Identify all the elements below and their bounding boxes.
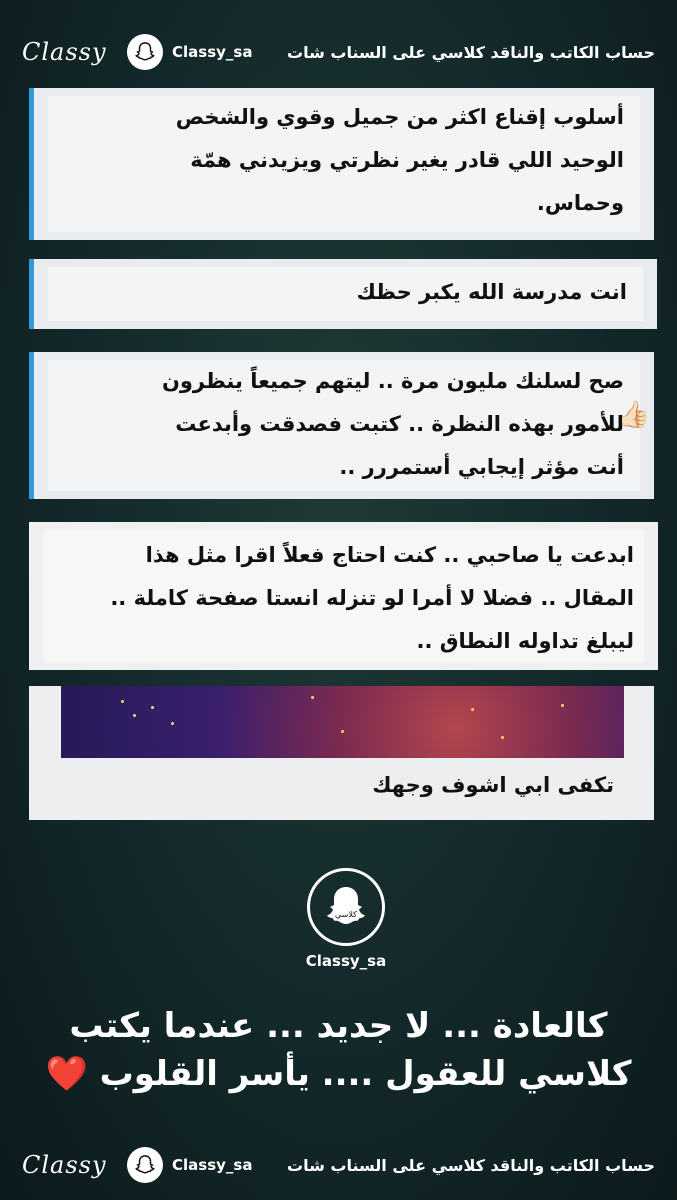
comment-line: انت مدرسة الله يكبر حظك	[356, 280, 627, 304]
header-bar	[0, 24, 677, 80]
comment-card	[29, 259, 657, 329]
thumbs-up-icon: 👍🏻	[617, 400, 650, 430]
comment-line: للأمور بهذه النظرة .. كتبت فصدقت وأبدعت	[175, 412, 624, 436]
heart-icon: ❤️	[45, 1054, 88, 1094]
comment-text	[54, 360, 624, 489]
center-handle: Classy_sa	[305, 952, 387, 970]
comment-line: تكفى ابي اشوف وجهك	[372, 773, 614, 797]
footer-bar	[0, 1137, 677, 1193]
comment-line: صح لسلنك مليون مرة .. ليتهم جميعاً ينظرون	[161, 369, 624, 393]
comment-line: أسلوب إقناع اكثر من جميل وقوي والشخص	[175, 105, 624, 129]
comment-line: ابدعت يا صاحبي .. كنت احتاج فعلاً اقرا مثل هذا	[145, 543, 634, 567]
brand-logo: Classy	[22, 1151, 107, 1179]
comment-line: وحماس.	[536, 191, 624, 215]
comment-card	[29, 522, 658, 670]
comment-text	[49, 534, 634, 663]
snapchat-ghost-icon	[322, 883, 370, 931]
comment-text	[54, 271, 627, 314]
account-description: حساب الكاتب والناقد كلاسي على السناب شات	[287, 1155, 655, 1175]
caption-line-2-text: كلاسي للعقول .... يأسر القلوب	[99, 1054, 632, 1094]
comment-line: الوحيد اللي قادر يغير نظرتي ويزيدني همّة	[190, 148, 624, 172]
comment-text	[49, 764, 614, 807]
brand-logo: Classy	[22, 38, 107, 66]
account-handle: Classy_sa	[172, 1156, 253, 1174]
comment-line: أنت مؤثر إيجابي أستمررر ..	[339, 455, 624, 479]
snapchat-logo[interactable]	[307, 868, 385, 946]
account-handle: Classy_sa	[172, 43, 253, 61]
snapchat-ghost-icon	[127, 34, 163, 70]
fireworks-image	[61, 686, 624, 758]
logo-label: كلاسي	[335, 910, 357, 919]
comment-card	[29, 352, 654, 499]
comment-card	[29, 88, 654, 240]
comment-line: ليبلغ تداوله النطاق ..	[416, 629, 634, 653]
account-description: حساب الكاتب والناقد كلاسي على السناب شات	[287, 42, 655, 62]
comment-card	[29, 686, 654, 820]
comment-line: المقال .. فضلا لا أمرا لو تنزله انستا صفحة كاملة ..	[110, 586, 634, 610]
caption-line-1: كالعادة ... لا جديد ... عندما يكتب	[69, 1006, 608, 1046]
caption-line-2	[40, 1050, 637, 1098]
snapchat-ghost-icon	[127, 1147, 163, 1183]
comment-text	[54, 96, 624, 225]
